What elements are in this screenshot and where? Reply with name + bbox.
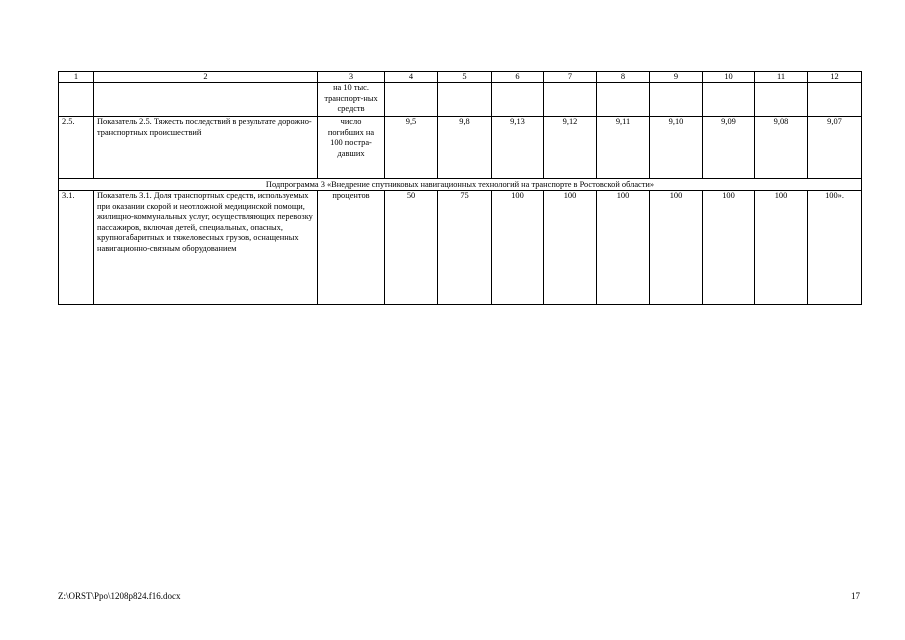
header-cell: 6 — [492, 72, 544, 83]
value-cell: 9,8 — [438, 117, 492, 179]
value-cell: 100 — [597, 191, 650, 305]
header-cell: 10 — [703, 72, 755, 83]
value-cell: 100». — [808, 191, 862, 305]
value-cell — [544, 83, 597, 117]
value-cell: 100 — [492, 191, 544, 305]
value-cell — [597, 83, 650, 117]
value-cell: 9,10 — [650, 117, 703, 179]
value-cell — [438, 83, 492, 117]
value-cell: 9,12 — [544, 117, 597, 179]
value-cell: 100 — [544, 191, 597, 305]
value-cell — [385, 83, 438, 117]
header-cell: 1 — [59, 72, 94, 83]
header-cell: 11 — [755, 72, 808, 83]
indicator-name: Показатель 3.1. Доля транспортных средств, используемых при оказании скорой и неотложной медицинской помощи, жилищно-коммунальных услуг, осуществляющих перевозку пассажиров, включая детей, специальных, опасных, крупногабаритных и тяжеловесных грузов, оснащенных навигационно-связным оборудованием — [94, 191, 318, 305]
value-cell — [650, 83, 703, 117]
subprogram-title: Подпрограмма 3 «Внедрение спутниковых навигационных технологий на транспорте в Ростовской области» — [59, 179, 862, 191]
header-cell: 7 — [544, 72, 597, 83]
value-cell — [703, 83, 755, 117]
value-cell: 100 — [755, 191, 808, 305]
unit-cell: процентов — [318, 191, 385, 305]
value-cell: 75 — [438, 191, 492, 305]
row-number — [59, 83, 94, 117]
value-cell: 9,11 — [597, 117, 650, 179]
header-cell: 8 — [597, 72, 650, 83]
value-cell: 9,5 — [385, 117, 438, 179]
unit-cell: число погибших на 100 постра-давших — [318, 117, 385, 179]
indicator-name: Показатель 2.5. Тяжесть последствий в результате дорожно-транспортных происшествий — [94, 117, 318, 179]
indicator-name — [94, 83, 318, 117]
value-cell: 100 — [650, 191, 703, 305]
value-cell — [755, 83, 808, 117]
row-number: 2.5. — [59, 117, 94, 179]
indicator-table — [58, 71, 862, 305]
row-number: 3.1. — [59, 191, 94, 305]
subprogram-row — [59, 179, 862, 191]
value-cell: 9,09 — [703, 117, 755, 179]
header-cell: 5 — [438, 72, 492, 83]
footer-page-number: 17 — [851, 591, 860, 601]
footer-file-path: Z:\ORST\Ppo\1208p824.f16.docx — [58, 591, 181, 601]
value-cell: 100 — [703, 191, 755, 305]
header-cell: 2 — [94, 72, 318, 83]
table-row-3-1 — [59, 191, 862, 305]
table-row-2-5 — [59, 117, 862, 179]
value-cell — [808, 83, 862, 117]
value-cell: 9,07 — [808, 117, 862, 179]
unit-cell: на 10 тыс. транспорт-ных средств — [318, 83, 385, 117]
table-row-continuation — [59, 83, 862, 117]
header-cell: 3 — [318, 72, 385, 83]
header-cell: 12 — [808, 72, 862, 83]
value-cell: 9,13 — [492, 117, 544, 179]
header-cell: 9 — [650, 72, 703, 83]
value-cell: 9,08 — [755, 117, 808, 179]
value-cell: 50 — [385, 191, 438, 305]
value-cell — [492, 83, 544, 117]
header-cell: 4 — [385, 72, 438, 83]
table-header-row — [59, 72, 862, 83]
